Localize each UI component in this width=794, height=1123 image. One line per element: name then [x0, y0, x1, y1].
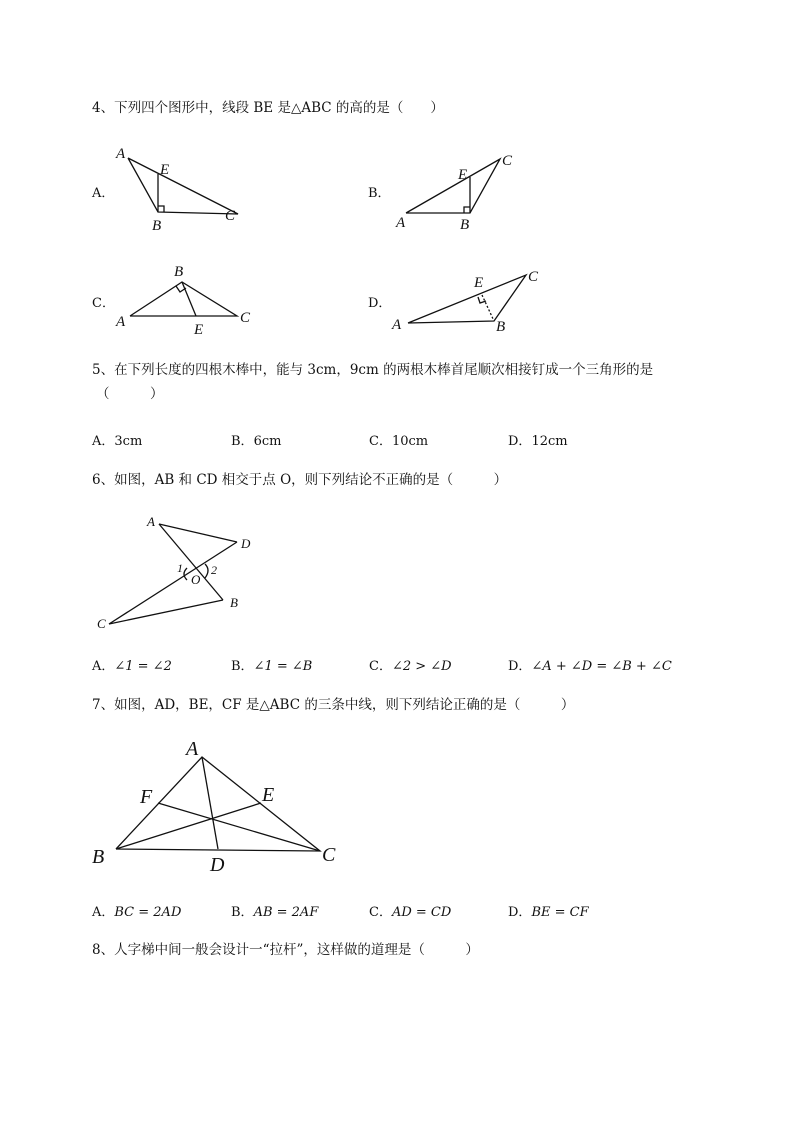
q6-option-d[interactable]: D．∠A + ∠D = ∠B + ∠C	[508, 659, 672, 674]
question-5-stem: 5、在下列长度的四根木棒中，能与 3cm，9cm 的两根木棒首尾顺次相接钉成一个三角形的是	[92, 362, 654, 378]
q4-figure-d	[390, 265, 550, 345]
q4-option-d-label[interactable]: D．	[368, 296, 392, 311]
question-7-stem: 7、如图，AD，BE，CF 是△ABC 的三条中线，则下列结论正确的是（ ）	[92, 697, 575, 713]
q4-figure-b	[390, 145, 530, 235]
q4d-label-C: C	[528, 269, 539, 285]
q6-label-2: 2	[211, 563, 217, 577]
q6-label-C: C	[97, 616, 106, 631]
q6-option-a[interactable]: A．∠1 = ∠2	[92, 659, 172, 674]
q4d-label-B: B	[496, 319, 506, 335]
q5-option-b[interactable]: B．6cm	[231, 434, 282, 449]
q5-option-c[interactable]: C．10cm	[369, 434, 429, 449]
q4b-label-B: B	[460, 217, 470, 233]
q7-option-b[interactable]: B．AB = 2AF	[231, 905, 319, 920]
question-8-stem: 8、人字梯中间一般会设计一“拉杆”，这样做的道理是（ ）	[92, 942, 479, 958]
q4-figure-c	[112, 262, 262, 342]
q4-option-b-label[interactable]: B．	[368, 186, 391, 201]
q6-label-D: D	[241, 536, 251, 551]
q7-label-E: E	[262, 784, 275, 806]
q4c-label-C: C	[240, 310, 251, 326]
q7-option-a[interactable]: A．BC = 2AD	[92, 905, 182, 920]
q4-option-c-label[interactable]: C．	[92, 296, 115, 311]
question-4-stem: 4、下列四个图形中，线段 BE 是△ABC 的高的是（ ）	[92, 100, 444, 116]
q4d-label-E: E	[474, 275, 484, 291]
q7-label-D: D	[210, 854, 225, 876]
q4a-label-E: E	[160, 162, 170, 178]
q4b-label-C: C	[502, 153, 513, 169]
q5-option-a[interactable]: A．3cm	[92, 434, 143, 449]
q7-figure	[90, 735, 350, 875]
q4a-label-A: A	[116, 146, 126, 162]
question-5-stem-paren: （ ）	[96, 386, 164, 402]
q7-label-B: B	[92, 846, 105, 868]
question-6-stem: 6、如图，AB 和 CD 相交于点 O，则下列结论不正确的是（ ）	[92, 472, 508, 488]
q4a-label-B: B	[152, 218, 162, 234]
q4d-label-A: A	[392, 317, 402, 333]
q4b-label-A: A	[396, 215, 406, 231]
q7-label-A: A	[186, 738, 199, 760]
q6-figure	[95, 512, 265, 637]
q7-option-c[interactable]: C．AD = CD	[369, 905, 452, 920]
q4-option-a-label[interactable]: A．	[92, 186, 115, 201]
q6-label-O: O	[191, 572, 201, 587]
q7-option-d[interactable]: D．BE = CF	[508, 905, 589, 920]
q4a-label-C: C	[225, 208, 236, 224]
q6-option-b[interactable]: B．∠1 = ∠B	[231, 659, 313, 674]
q7-label-C: C	[322, 844, 336, 866]
q6-option-c[interactable]: C．∠2 > ∠D	[369, 659, 452, 674]
q4-figure-a	[110, 140, 250, 240]
q7-label-F: F	[140, 786, 153, 808]
q4c-label-B: B	[174, 264, 184, 280]
q6-label-1: 1	[177, 561, 183, 575]
q4c-label-E: E	[194, 322, 204, 338]
q5-option-d[interactable]: D．12cm	[508, 434, 568, 449]
q6-label-B: B	[230, 595, 238, 610]
q4c-label-A: A	[116, 314, 126, 330]
q6-label-A: A	[147, 514, 155, 529]
q4b-label-E: E	[458, 167, 468, 183]
